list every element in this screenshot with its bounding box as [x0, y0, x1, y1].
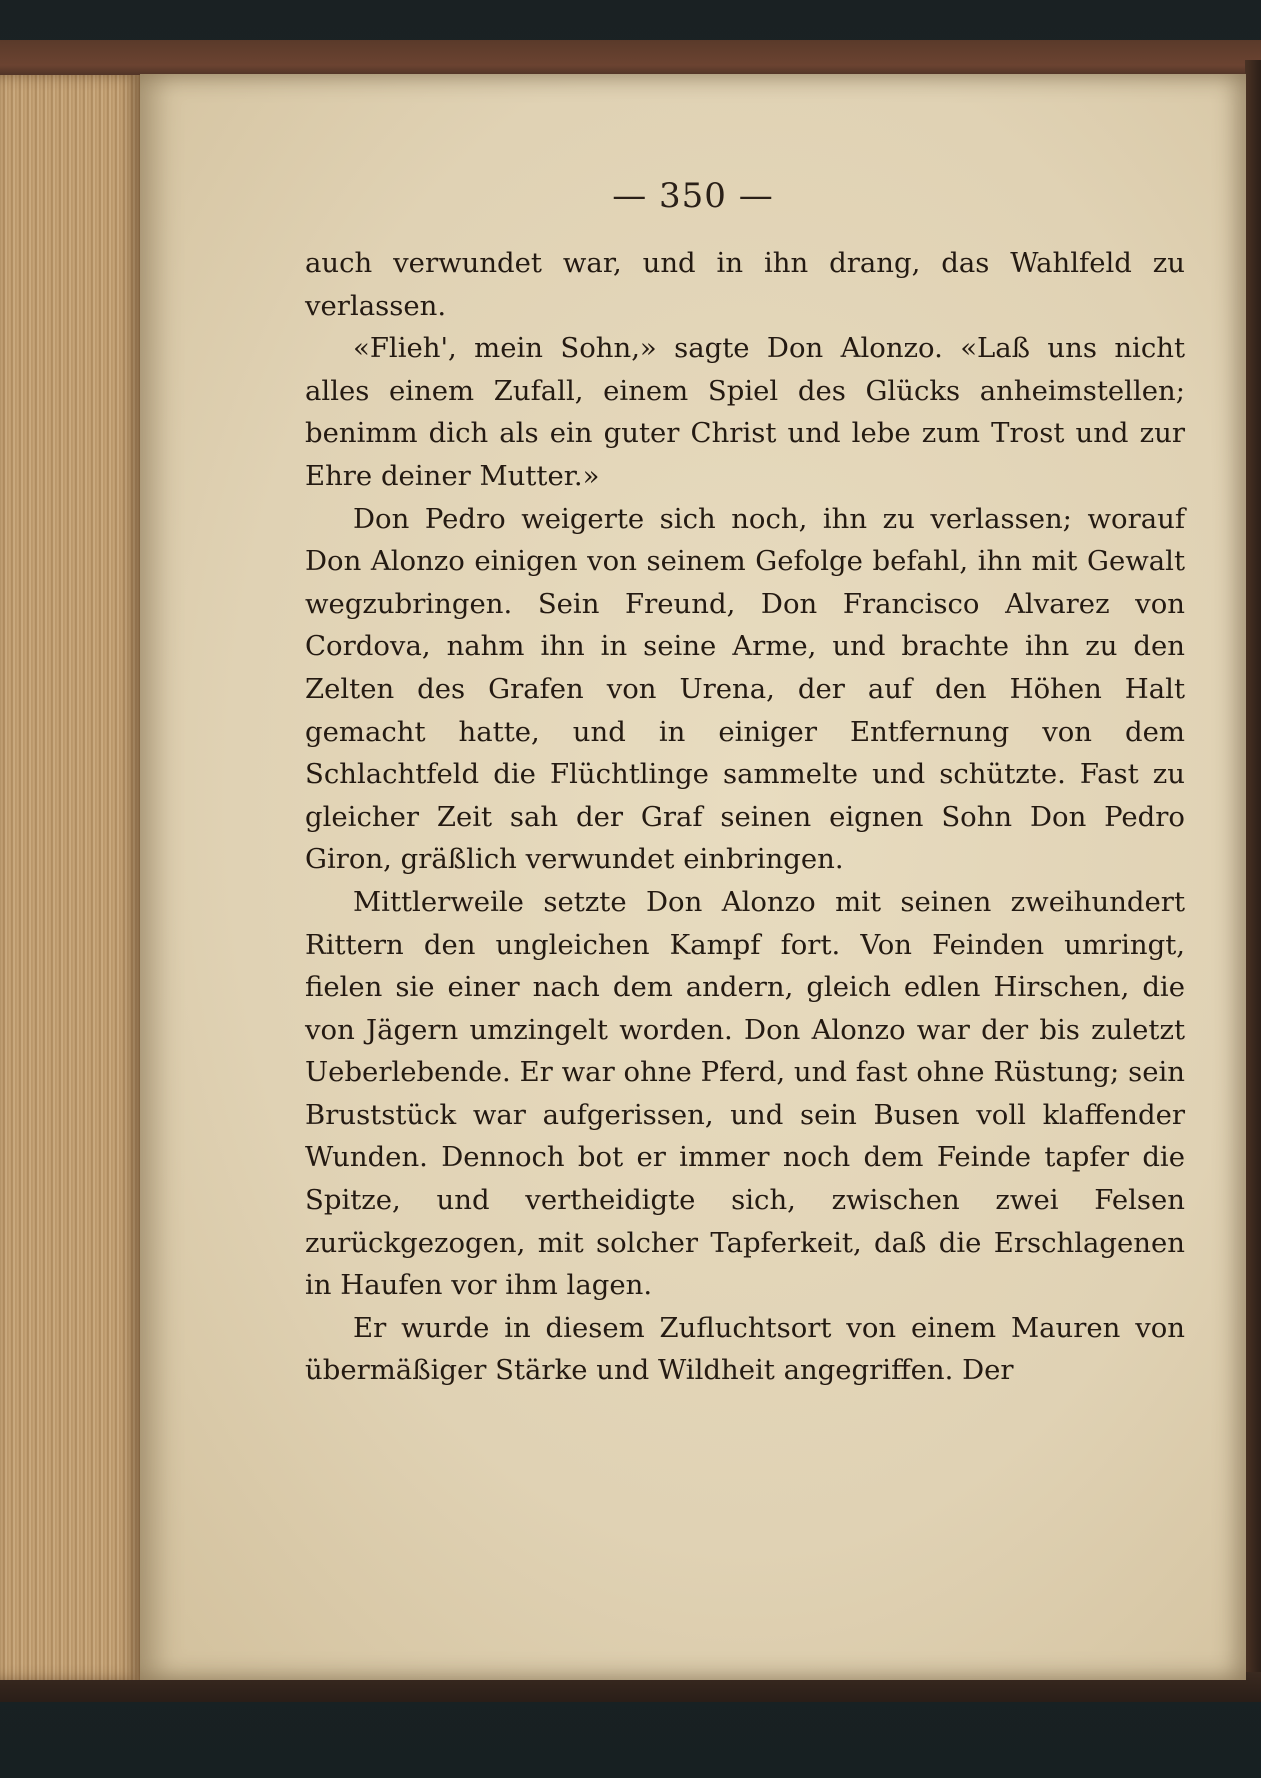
- page-number: — 350 —: [612, 176, 774, 216]
- paragraph: Mittlerweile setzte Don Alonzo mit seinen zweihundert Rittern den ungleichen Kampf fort. Von Feinden umringt, fielen sie einer nach dem andern, gleich edlen Hirschen, die von Jägern umzingelt worden. Don Alonzo war der bis zuletzt Ueberlebende. Er war ohne Pferd, und fast ohne Rüstung; sein Bruststück war aufgerissen, und sein Busen voll klaffender Wunden. Dennoch bot er immer noch dem Feinde tapfer die Spitze, und vertheidigte sich, zwischen zwei Felsen zurückgezogen, mit solcher Tapferkeit, daß die Erschlagenen in Haufen vor ihm lagen.: [305, 885, 1185, 1302]
- book-page: [140, 74, 1246, 1680]
- book-cover-right: [1245, 60, 1261, 1700]
- paragraph: Don Pedro weigerte sich noch, ihn zu verlassen; worauf Don Alonzo einigen von seinem Gefolge befahl, ihn mit Gewalt wegzubringen. Sein Freund, Don Francisco Alvarez von Cordova, nahm ihn in seine Arme, und brachte ihn zu den Zelten des Grafen von Urena, der auf den Höhen Halt gemacht hatte, und in einiger Entfernung von dem Schlachtfeld die Flüchtlinge sammelte und schützte. Fast zu gleicher Zeit sah der Graf seinen eignen Sohn Don Pedro Giron, gräßlich verwundet einbringen.: [305, 502, 1185, 876]
- page-text: [305, 242, 1185, 1392]
- paragraph: «Flieh', mein Sohn,» sagte Don Alonzo. «Laß uns nicht alles einem Zufall, einem Spiel des Glücks anheimstellen; benimm dich als ein guter Christ und lebe zum Trost und zur Ehre deiner Mutter.»: [305, 332, 1185, 492]
- page-edges: [0, 75, 140, 1680]
- paragraph: Er wurde in diesem Zufluchtsort von einem Mauren von übermäßiger Stärke und Wildheit angegriffen. Der: [305, 1311, 1185, 1387]
- paragraph: auch verwundet war, und in ihn drang, das Wahlfeld zu verlassen.: [305, 247, 1185, 322]
